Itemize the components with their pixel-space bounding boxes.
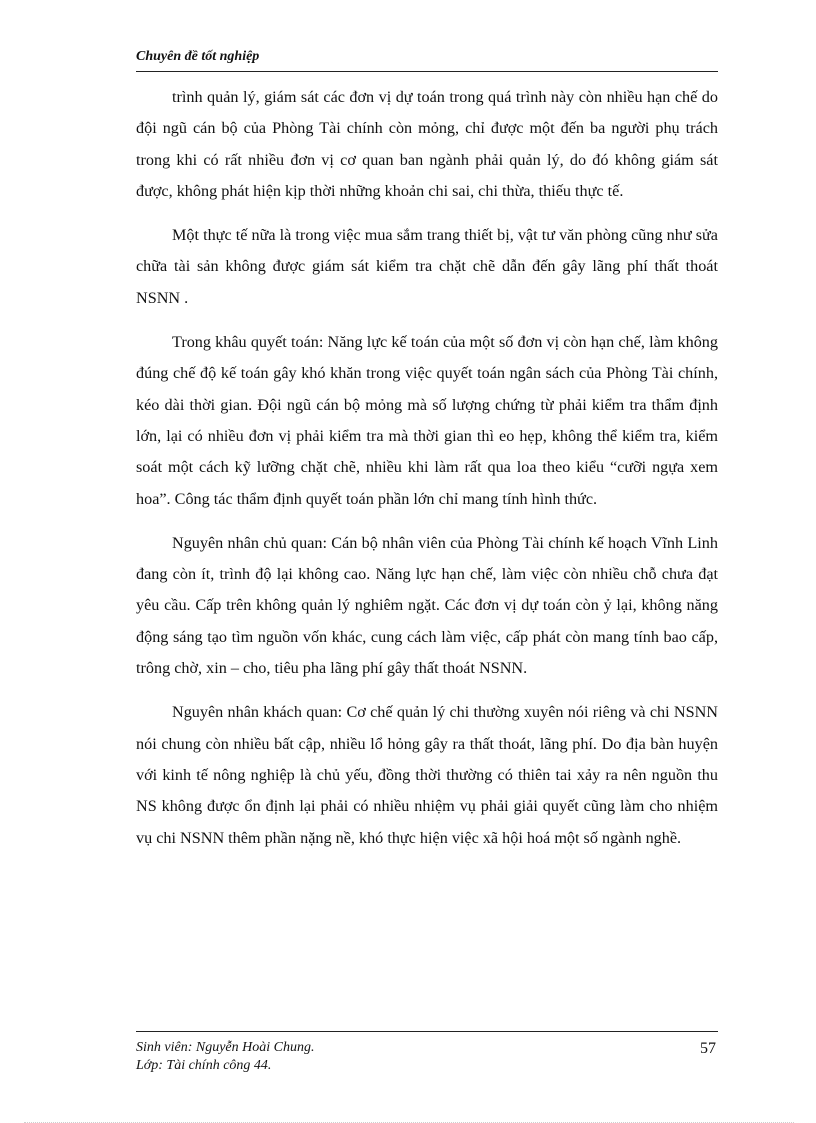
- footer-divider: [136, 1031, 718, 1032]
- paragraph-4: Nguyên nhân chủ quan: Cán bộ nhân viên của Phòng Tài chính kế hoạch Vĩnh Linh đang còn ít, trình độ lại không cao. Năng lực hạn chế, làm việc còn nhiều chỗ chưa đạt yêu cầu. Cấp trên không quản lý nghiêm ngặt. Các đơn vị dự toán còn ỷ lại, không năng động sáng tạo tìm nguồn vốn khác, cung cách làm việc, cấp phát còn mang tính bao cấp, trông chờ, xin – cho, tiêu pha lãng phí gây thất thoát NSNN.: [136, 533, 718, 678]
- paragraph-1: trình quản lý, giám sát các đơn vị dự toán trong quá trình này còn nhiều hạn chế do đội ngũ cán bộ của Phòng Tài chính còn mỏng, chỉ được một đến ba người phụ trách trong khi có rất nhiều đơn vị cơ quan ban ngành phải quản lý, do đó không giám sát được, không phát hiện kịp thời những khoản chi sai, chi thừa, thiếu thực tế.: [136, 88, 718, 200]
- paragraph-5: Nguyên nhân khách quan: Cơ chế quản lý chi thường xuyên nói riêng và chi NSNN nói chung còn nhiều bất cập, nhiều lổ hỏng gây ra thất thoát, lãng phí. Do địa bàn huyện với kinh tế nông nghiệp là chủ yếu, đồng thời thường có thiên tai xảy ra nên nguồn thu NS không được ổn định lại phải có nhiều nhiệm vụ phải giải quyết cũng làm cho nhiệm vụ chi NSNN thêm phần nặng nề, khó thực hiện việc xã hội hoá một số ngành nghề.: [136, 703, 718, 847]
- header-divider: [136, 71, 718, 72]
- document-body: [136, 82, 718, 867]
- paragraph-3: Trong khâu quyết toán: Năng lực kế toán của một số đơn vị còn hạn chế, làm không đúng chế độ kế toán gây khó khăn trong việc quyết toán ngân sách của Phòng Tài chính, kéo dài thời gian. Đội ngũ cán bộ mỏng mà số lượng chứng từ phải kiểm tra thẩm định lớn, lại có nhiều đơn vị phải kiểm tra mà thời gian thì eo hẹp, không thể kiểm tra, kiểm soát một cách kỹ lưỡng chặt chẽ, nhiều khi làm rất qua loa theo kiểu “cưỡi ngựa xem hoa”. Công tác thẩm định quyết toán phần lớn chỉ mang tính hình thức.: [136, 333, 718, 508]
- footer-class-name: Lớp: Tài chính công 44.: [136, 1058, 272, 1073]
- paragraph-2: Một thực tế nữa là trong việc mua sắm trang thiết bị, vật tư văn phòng cũng như sửa chữa tài sản không được giám sát kiểm tra chặt chẽ dẫn đến gây lãng phí thất thoát NSNN .: [136, 226, 718, 307]
- document-header-title: Chuyên đề tốt nghiệp: [136, 49, 260, 64]
- footer-student-name: Sinh viên: Nguyễn Hoài Chung.: [136, 1040, 315, 1055]
- page-number: 57: [700, 1040, 716, 1057]
